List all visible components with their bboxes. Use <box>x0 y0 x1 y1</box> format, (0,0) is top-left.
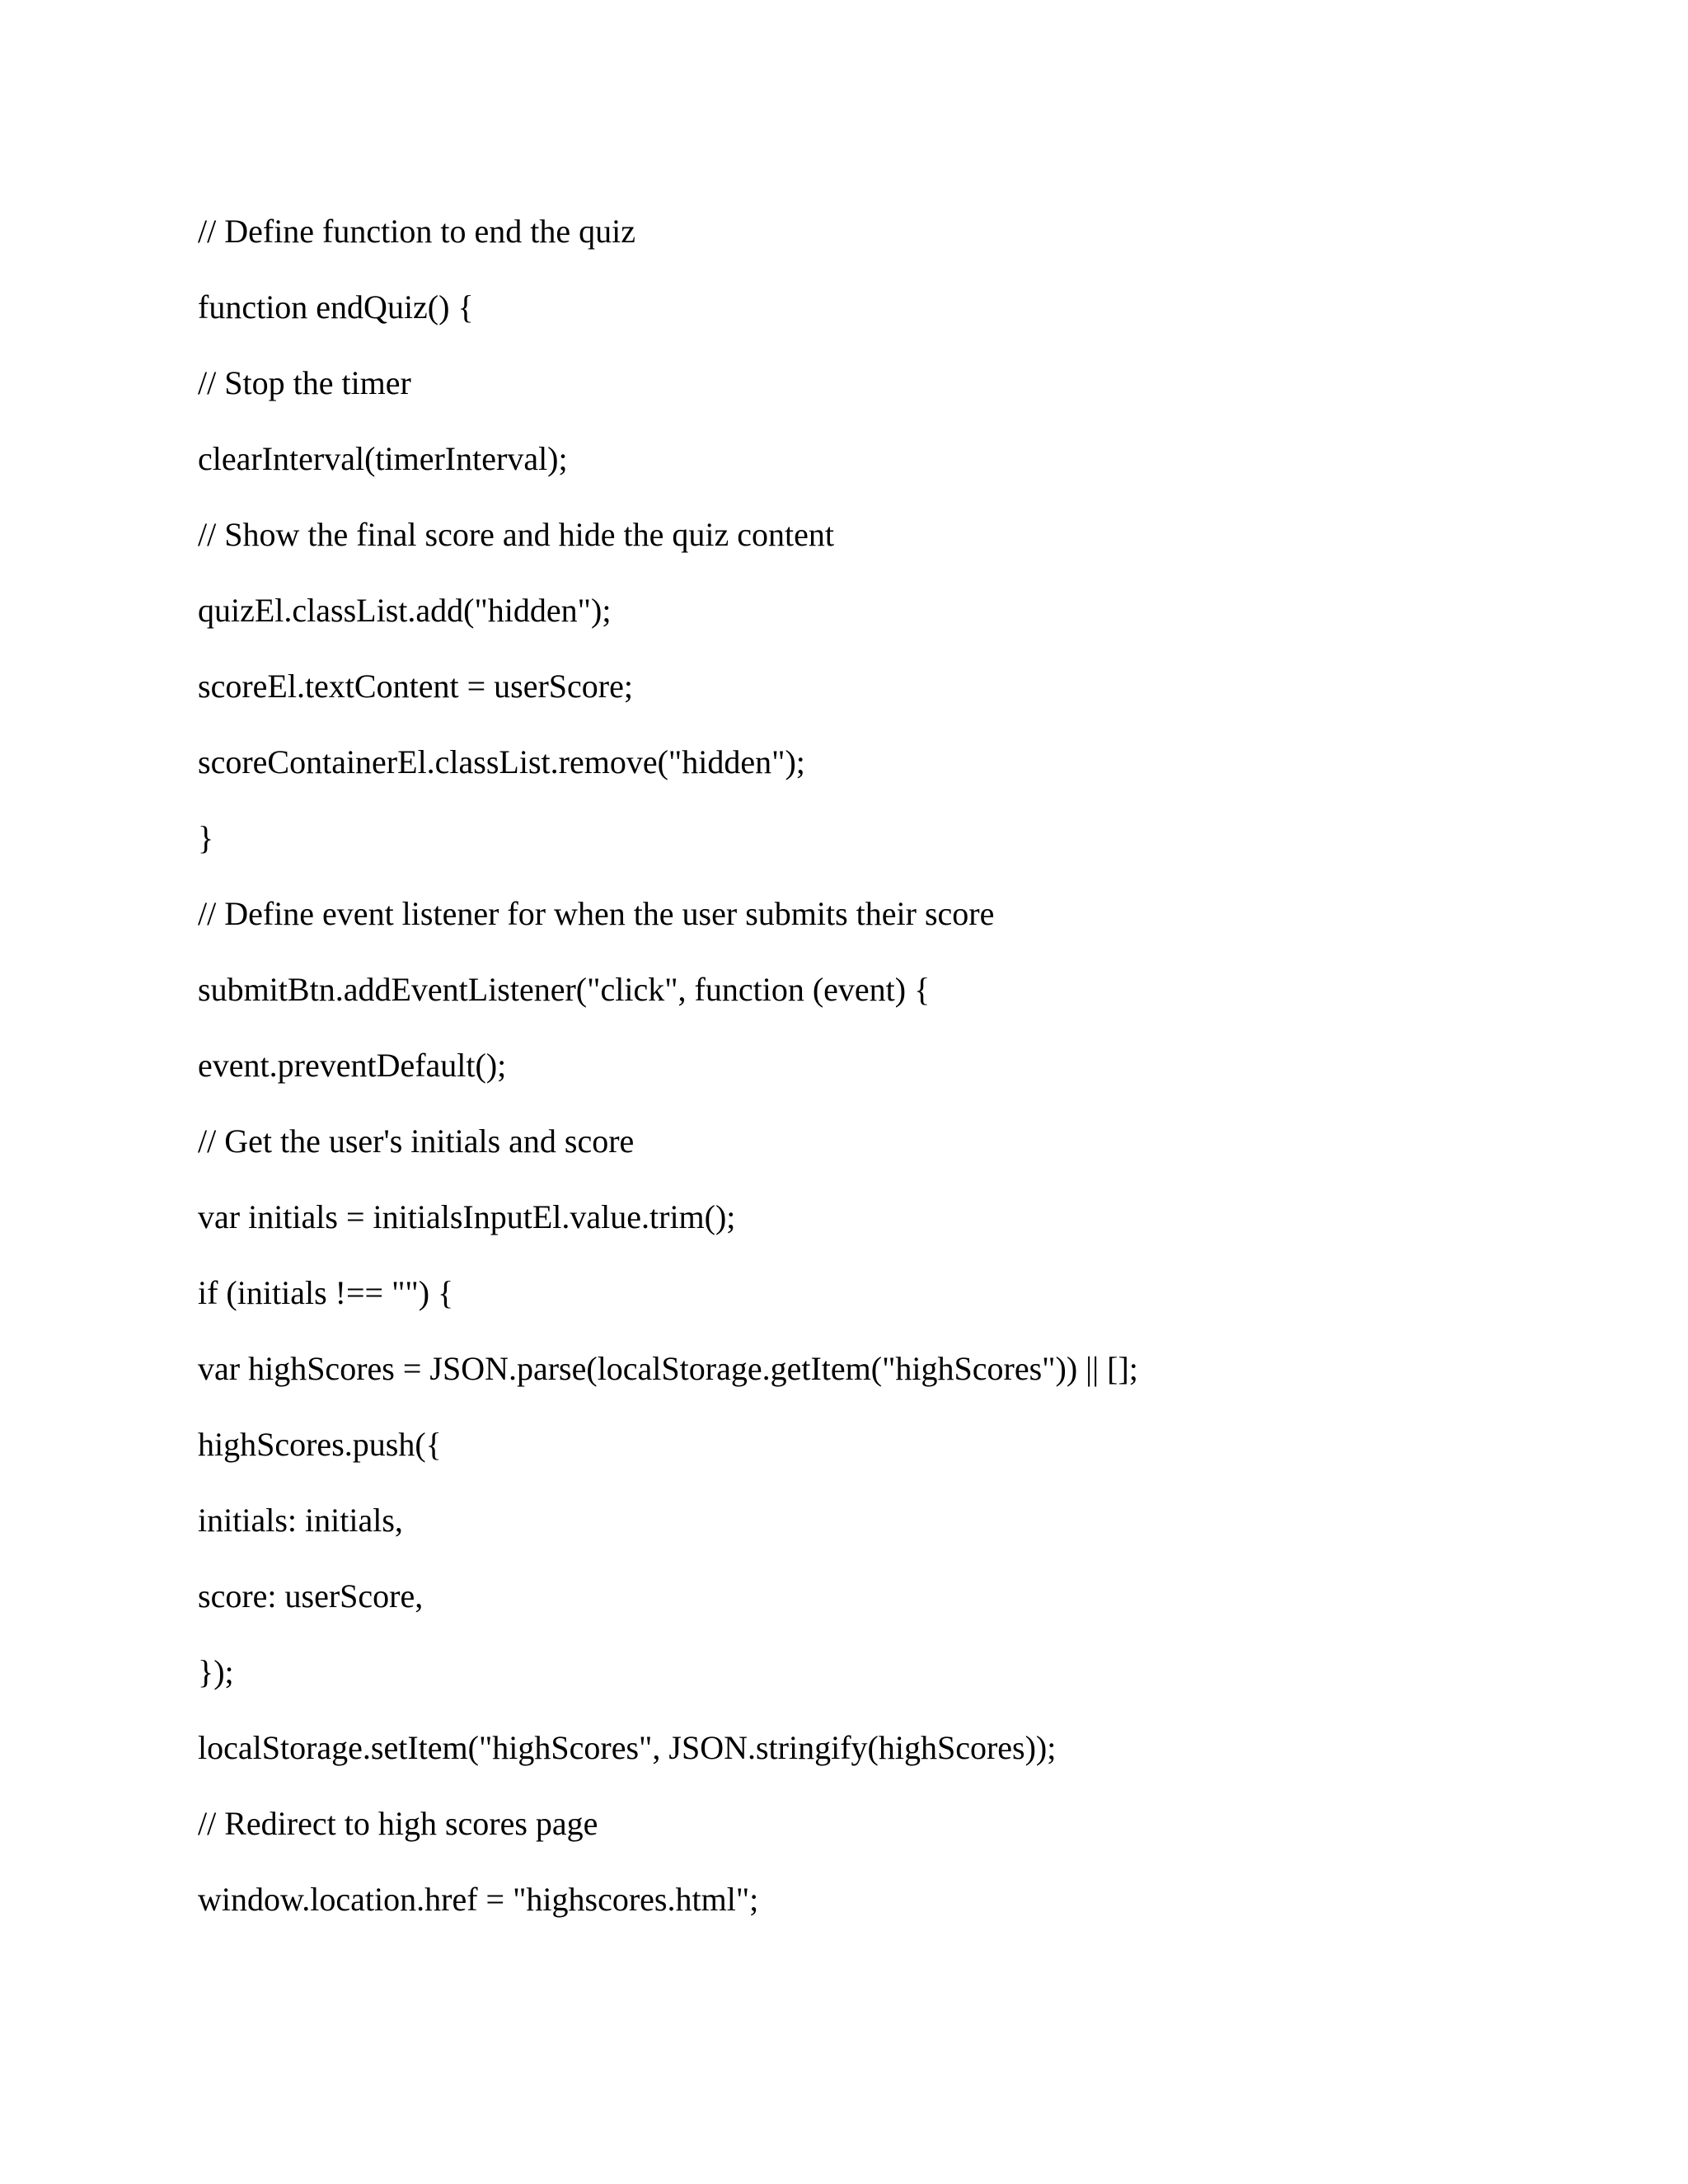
code-line: // Define event listener for when the user submits their score <box>198 895 995 932</box>
code-text-block <box>198 194 1599 1938</box>
code-line: // Stop the timer <box>198 364 411 401</box>
code-line: localStorage.setItem("highScores", JSON.stringify(highScores)); <box>198 1729 1057 1766</box>
code-line: if (initials !== "") { <box>198 1274 454 1311</box>
code-line: function endQuiz() { <box>198 288 474 326</box>
code-line: var highScores = JSON.parse(localStorage.getItem("highScores")) || []; <box>198 1350 1138 1387</box>
code-line: }); <box>198 1653 234 1690</box>
code-line: // Redirect to high scores page <box>198 1805 598 1842</box>
code-line: initials: initials, <box>198 1502 403 1539</box>
code-line: scoreContainerEl.classList.remove("hidden"); <box>198 743 805 780</box>
code-line: window.location.href = "highscores.html"; <box>198 1881 759 1918</box>
code-line: quizEl.classList.add("hidden"); <box>198 592 612 629</box>
code-line: submitBtn.addEventListener("click", function (event) { <box>198 971 931 1008</box>
code-line: scoreEl.textContent = userScore; <box>198 668 633 705</box>
code-line: // Define function to end the quiz <box>198 213 635 250</box>
code-line: event.preventDefault(); <box>198 1047 507 1084</box>
code-line: score: userScore, <box>198 1577 424 1615</box>
code-line: highScores.push({ <box>198 1426 442 1463</box>
code-line: var initials = initialsInputEl.value.trim(); <box>198 1198 736 1235</box>
code-line: } <box>198 819 214 856</box>
code-line: // Show the final score and hide the quiz content <box>198 516 835 553</box>
code-line: clearInterval(timerInterval); <box>198 440 568 477</box>
code-line: // Get the user's initials and score <box>198 1122 635 1160</box>
